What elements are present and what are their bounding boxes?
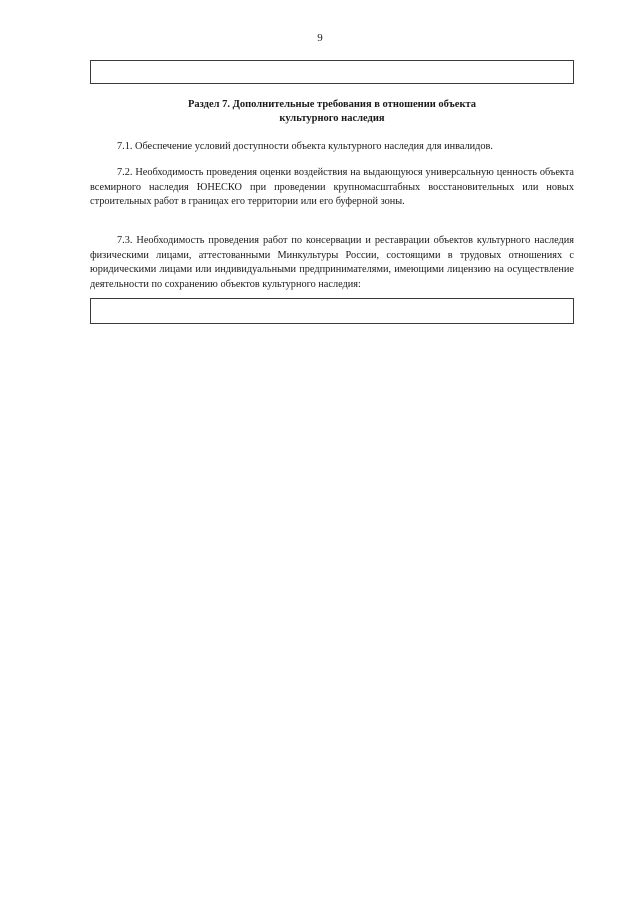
section-title-line-2: культурного наследия: [279, 113, 385, 124]
paragraph-7-3: 7.3. Необходимость проведения работ по консервации и реставрации объектов культурного наследия физическими лицами, аттестованными Минкультуры России, состоящими в трудовых отношениях с юридическими лицами или индивидуальными предпринимателями, имеющими лицензию на осуществление деятельности по сохранению объектов культурного наследия:: [90, 235, 574, 290]
section-title: [90, 98, 574, 126]
section-title-line-1: Раздел 7. Дополнительные требования в отношении объекта: [187, 99, 477, 110]
paragraph-7-1: 7.1. Обеспечение условий доступности объекта культурного наследия для инвалидов.: [117, 141, 493, 152]
page-number: 9: [317, 32, 323, 44]
empty-table-box-top: [90, 60, 574, 84]
paragraph-7-2: 7.2. Необходимость проведения оценки воздействия на выдающуюся универсальную ценность объекта всемирного наследия ЮНЕСКО при проведении крупномасштабных восстановительных или новых строительных работ в границах его территории или его буферной зоны.: [90, 167, 574, 207]
empty-table-box-bottom: [90, 298, 574, 324]
